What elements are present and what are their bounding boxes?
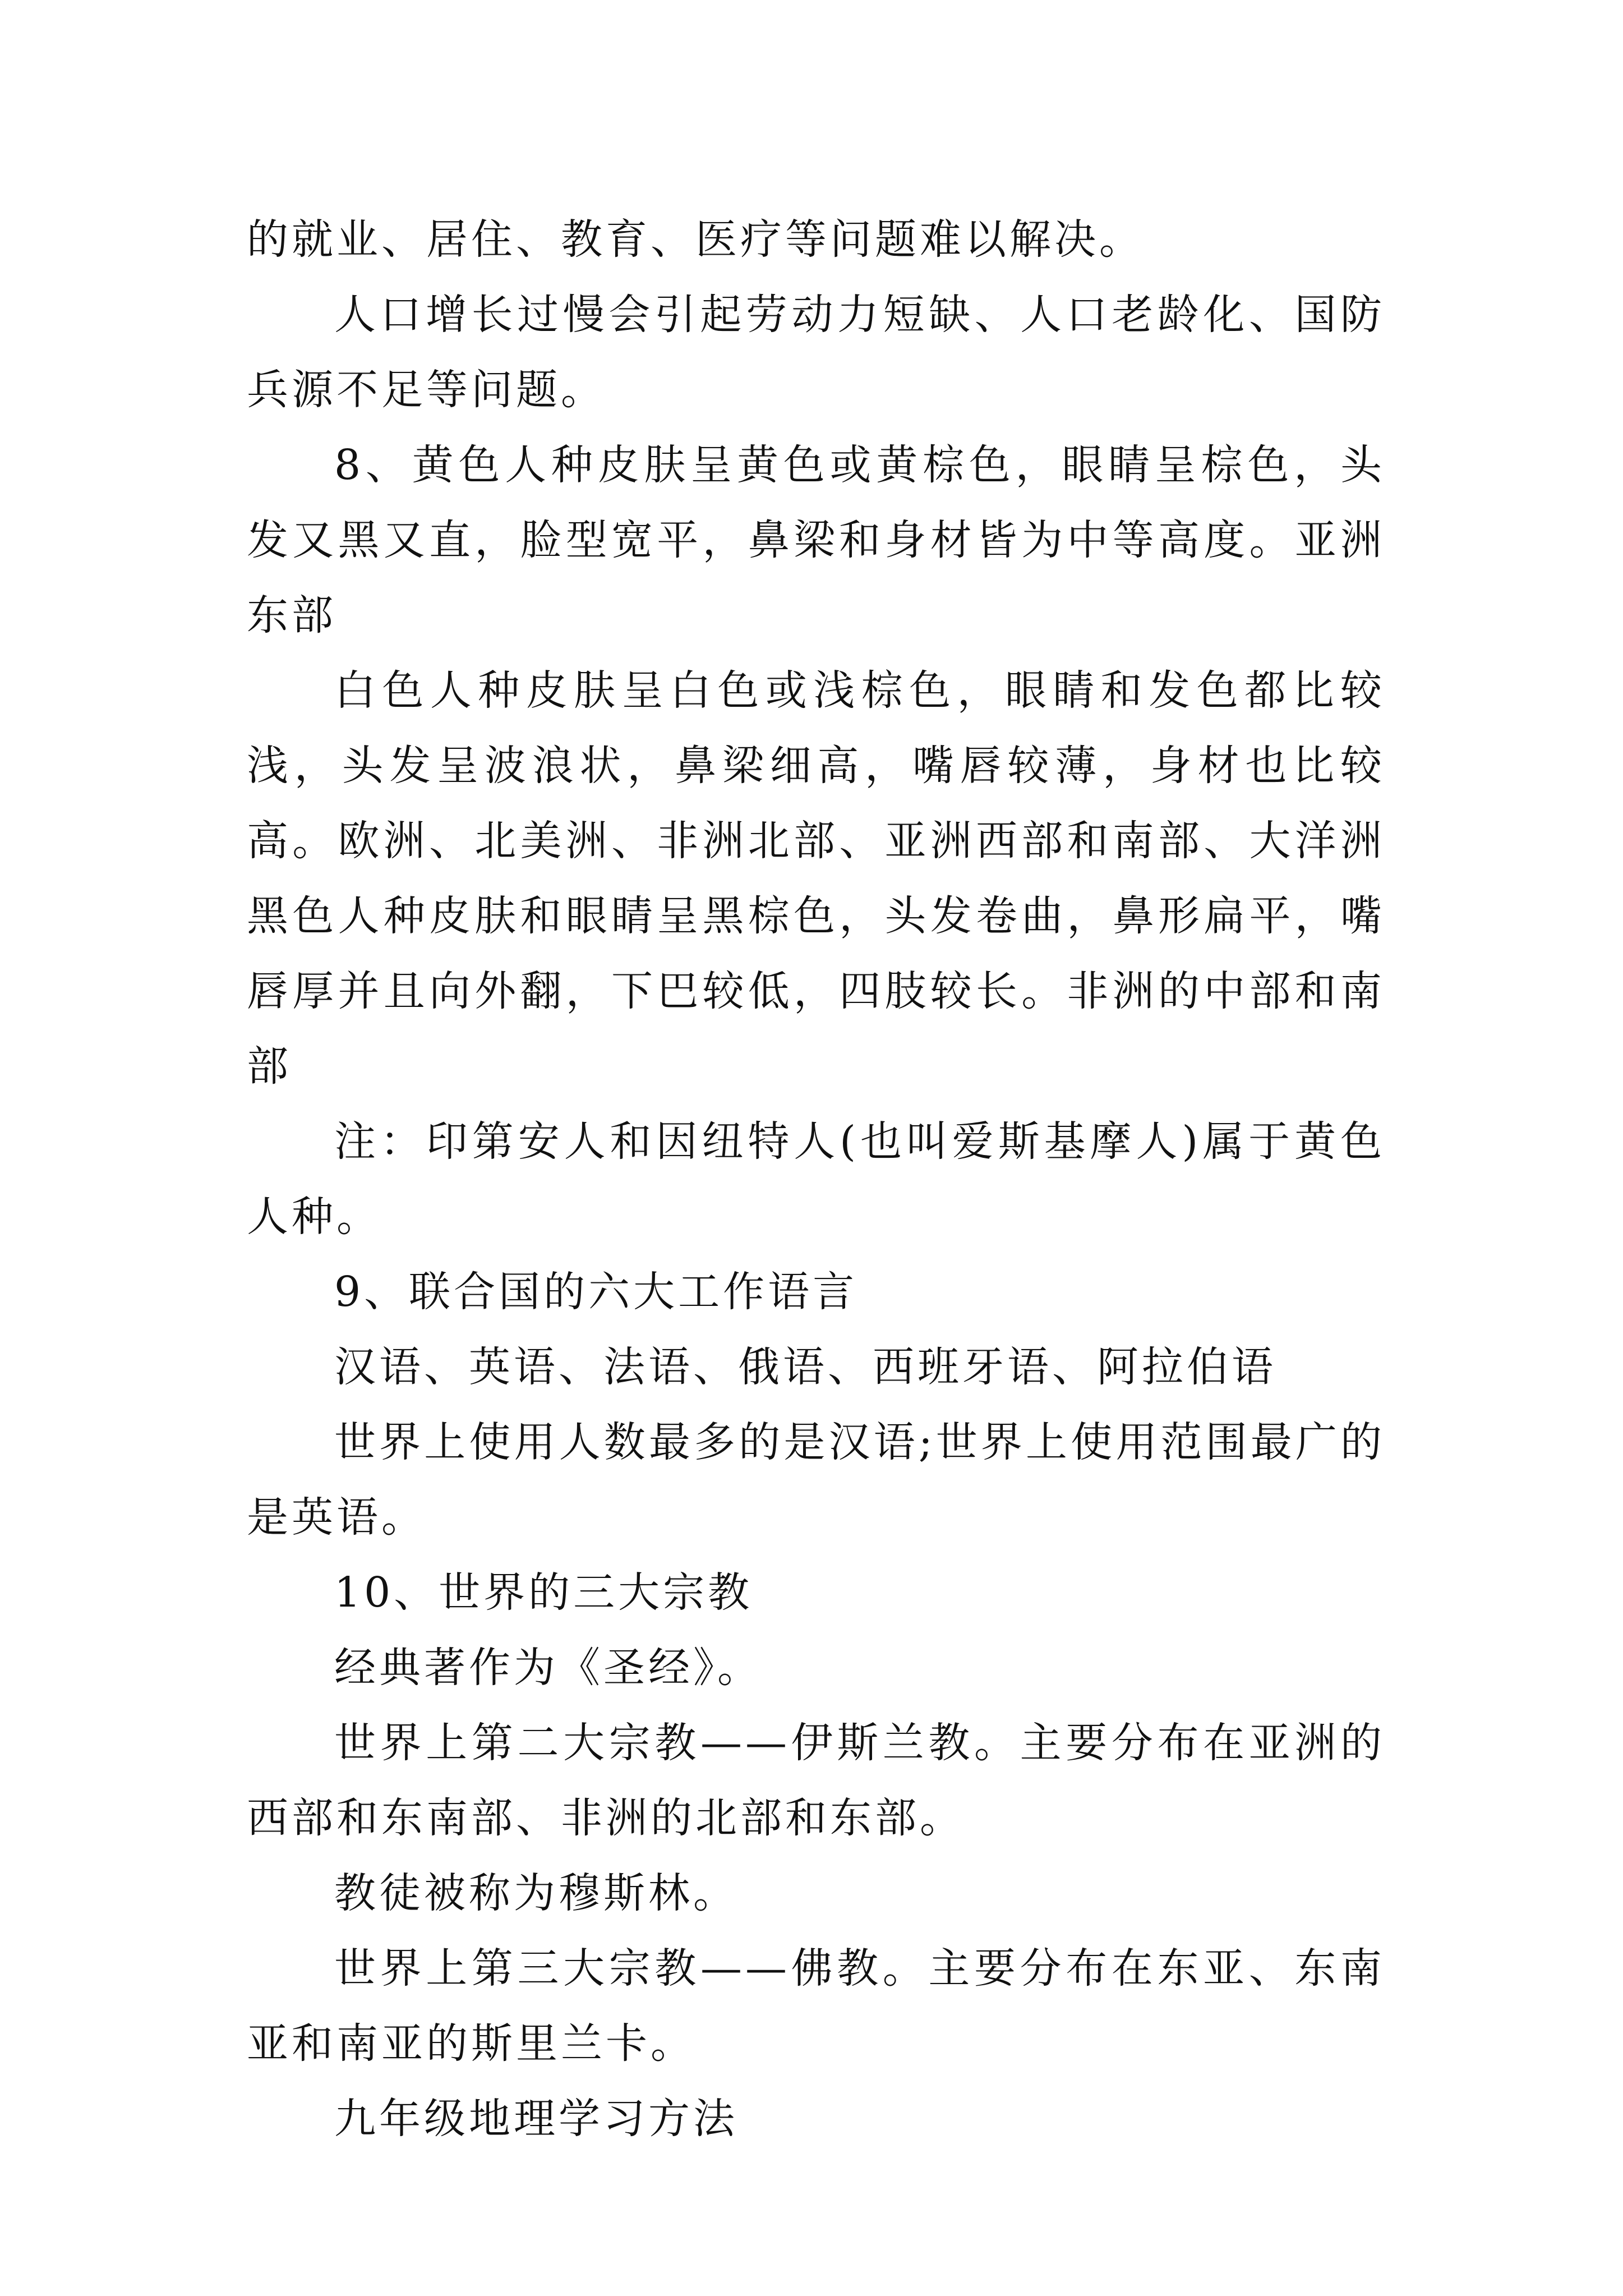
paragraph-6: 9、联合国的六大工作语言	[334, 1268, 858, 1316]
paragraph-7: 汉语、英语、法语、俄语、西班牙语、阿拉伯语	[334, 1343, 1276, 1391]
paragraph-2: 人口增长过慢会引起劳动力短缺、人口老龄化、国防兵源不足等问题。	[247, 291, 1385, 414]
paragraph-3: 8、黄色人种皮肤呈黄色或黄棕色，眼睛呈棕色，头发又黑又直，脸型宽平，鼻梁和身材皆为中等高度。亚洲东部	[247, 441, 1385, 639]
paragraph-1: 的就业、居住、教育、医疗等问题难以解决。	[247, 215, 1144, 264]
paragraph-8: 世界上使用人数最多的是汉语;世界上使用范围最广的是英语。	[247, 1418, 1385, 1542]
paragraph-4: 白色人种皮肤呈白色或浅棕色，眼睛和发色都比较浅，头发呈波浪状，鼻梁细高，嘴唇较薄，身材也比较高。欧洲、北美洲、非洲北部、亚洲西部和南部、大洋洲黑色人种皮肤和眼睛呈黑棕色，头发卷曲，鼻形扁平，嘴唇厚并且向外翻，下巴较低，四肢较长。非洲的中部和南部	[247, 666, 1385, 1091]
paragraph-10: 经典著作为《圣经》。	[334, 1644, 762, 1692]
document-body	[247, 202, 1385, 2156]
paragraph-13: 世界上第三大宗教——佛教。主要分布在东亚、东南亚和南亚的斯里兰卡。	[247, 1944, 1385, 2068]
paragraph-14: 九年级地理学习方法	[334, 2095, 738, 2143]
paragraph-9: 10、世界的三大宗教	[334, 1568, 753, 1617]
paragraph-12: 教徒被称为穆斯林。	[334, 1869, 738, 1917]
paragraph-11: 世界上第二大宗教——伊斯兰教。主要分布在亚洲的西部和东南部、非洲的北部和东部。	[247, 1719, 1385, 1842]
paragraph-5: 注：印第安人和因纽特人(也叫爱斯基摩人)属于黄色人种。	[247, 1117, 1385, 1241]
